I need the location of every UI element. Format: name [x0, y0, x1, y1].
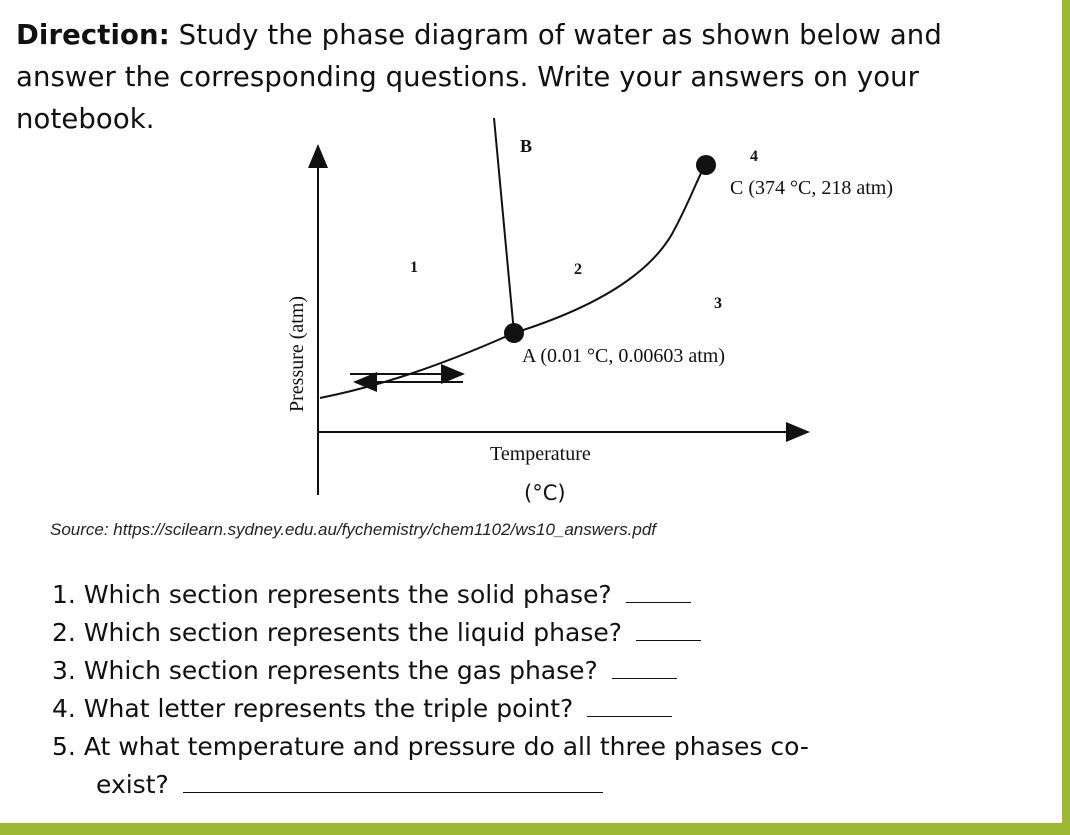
- right-border-bar: [1062, 0, 1070, 835]
- question-number: 1.: [52, 580, 76, 609]
- question-2: [52, 614, 1052, 652]
- source-citation: Source: https://scilearn.sydney.edu.au/fychemistry/chem1102/ws10_answers.pdf: [50, 520, 657, 539]
- point-c-label: C (374 °C, 218 atm): [730, 177, 893, 199]
- question-3: [52, 652, 1052, 690]
- direction-text: Study the phase diagram of water as shown below and answer the corresponding questions. Write your answers on your notebook.: [16, 19, 942, 135]
- sublimation-curve: [320, 333, 514, 398]
- question-5-continued: [52, 766, 1052, 804]
- answer-blank[interactable]: [626, 578, 691, 603]
- question-5: [52, 728, 1052, 766]
- question-number: 5.: [52, 732, 76, 761]
- triple-point-dot: [504, 323, 524, 343]
- question-text: What letter represents the triple point?: [83, 694, 574, 723]
- y-axis-label: Pressure (atm): [286, 295, 308, 412]
- label-1: 1: [410, 259, 418, 276]
- critical-point-dot: [696, 155, 716, 175]
- question-text: Which section represents the liquid phase?: [83, 618, 623, 647]
- question-text: exist?: [96, 770, 169, 799]
- answer-blank[interactable]: [183, 768, 603, 793]
- point-a-label: A (0.01 °C, 0.00603 atm): [522, 345, 725, 367]
- question-text: Which section represents the gas phase?: [83, 656, 598, 685]
- question-text: At what temperature and pressure do all three phases co-: [83, 732, 809, 761]
- bottom-border-bar: [0, 823, 1070, 835]
- label-b: B: [520, 136, 533, 156]
- x-axis-unit: (°C): [524, 481, 566, 505]
- question-1: [52, 576, 1052, 614]
- direction-label: Direction:: [16, 19, 170, 51]
- answer-blank[interactable]: [587, 692, 672, 717]
- question-number: 2.: [52, 618, 76, 647]
- answer-blank[interactable]: [636, 616, 701, 641]
- question-4: [52, 690, 1052, 728]
- question-number: 3.: [52, 656, 76, 685]
- label-3: 3: [714, 295, 722, 312]
- question-number: 4.: [52, 694, 76, 723]
- x-axis-label: Temperature: [490, 443, 591, 465]
- label-2: 2: [574, 261, 582, 278]
- label-4: 4: [750, 148, 758, 165]
- vaporization-curve: [514, 165, 705, 333]
- questions-list: [52, 576, 1052, 804]
- question-text: Which section represents the solid phase?: [83, 580, 612, 609]
- solid-liquid-line: [494, 118, 514, 333]
- answer-blank[interactable]: [612, 654, 677, 679]
